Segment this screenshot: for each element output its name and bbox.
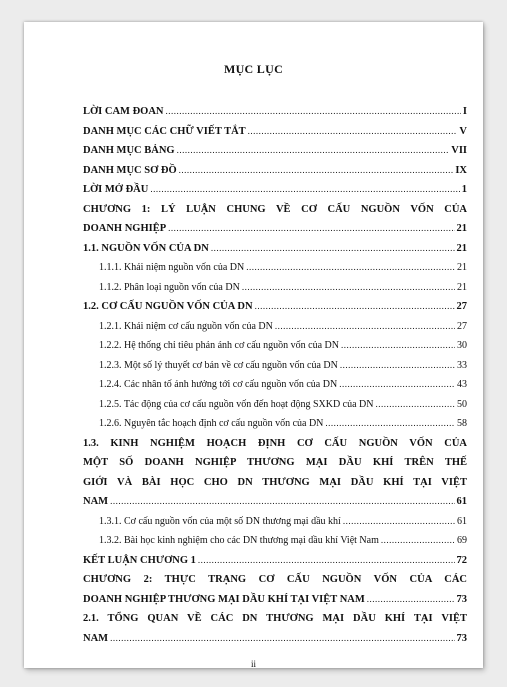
toc-leader-dots xyxy=(110,629,454,649)
toc-entry-title: 1.2. CƠ CẤU NGUỒN VỐN CỦA DN xyxy=(83,301,253,312)
toc-entry-line[interactable]: 1.3. KINH NGHIỆM HOẠCH ĐỊNH CƠ CẤU NGUỒN VỐN CỦA xyxy=(83,437,467,449)
toc-entry-title: DOANH NGHIỆP THƯƠNG MẠI DẦU KHÍ TẠI VIỆT NAM xyxy=(83,593,365,605)
toc-entry[interactable] xyxy=(83,141,467,161)
toc-entry-page: 30 xyxy=(457,340,467,351)
toc-entry-title: 1.3.2. Bài học kinh nghiệm cho các DN thương mại dầu khí Việt Nam xyxy=(99,535,379,546)
toc-entry-line[interactable]: MỘT SỐ DOANH NGHIỆP THƯƠNG MẠI DẦU KHÍ TRÊN THẾ xyxy=(83,457,467,468)
toc-entry-page: 61 xyxy=(456,496,467,507)
page-number: ii xyxy=(250,659,256,669)
toc-entry-line[interactable]: 2.1. TỔNG QUAN VỀ CÁC DN THƯƠNG MẠI DẦU KHÍ TẠI VIỆT xyxy=(83,613,467,624)
toc-entry[interactable] xyxy=(83,551,467,571)
toc-entry[interactable] xyxy=(83,629,467,649)
toc-leader-dots xyxy=(168,219,454,239)
toc-entry-title: 1.2.3. Một số lý thuyết cơ bản về cơ cấu nguồn vốn của DN xyxy=(99,359,338,371)
toc-leader-dots xyxy=(343,512,455,532)
toc-leader-dots xyxy=(150,180,459,200)
table-of-contents xyxy=(83,102,467,648)
toc-entry-title: DANH MỤC CÁC CHỮ VIẾT TẮT xyxy=(83,125,246,137)
toc-entry-page: V xyxy=(459,125,467,137)
toc-entry-line[interactable]: GIỚI VÀ BÀI HỌC CHO DN THƯƠNG MẠI DẦU KHÍ TẠI VIỆT xyxy=(83,476,467,488)
toc-entry[interactable] xyxy=(83,258,467,278)
toc-entry-page: 33 xyxy=(457,359,467,371)
toc-entry[interactable] xyxy=(83,297,467,317)
toc-entry[interactable] xyxy=(83,375,467,395)
toc-entry-title: DANH MỤC BẢNG xyxy=(83,145,175,156)
toc-leader-dots xyxy=(110,492,454,512)
toc-entry[interactable] xyxy=(83,278,467,298)
toc-entry-page: 73 xyxy=(456,593,467,605)
toc-entry-page: 21 xyxy=(457,262,467,273)
toc-entry[interactable] xyxy=(83,395,467,415)
toc-entry[interactable] xyxy=(83,414,467,434)
toc-entry-title: DOANH NGHIỆP xyxy=(83,223,167,234)
toc-entry-title: 1.3.1. Cơ cấu nguồn vốn của một số DN thương mại dầu khí xyxy=(99,515,341,527)
toc-entry[interactable] xyxy=(83,219,467,239)
toc-entry-page: 50 xyxy=(457,398,467,410)
toc-entry-title: NAM xyxy=(83,496,109,507)
toc-entry-title: 1.1.2. Phân loại nguồn vốn của DN xyxy=(99,281,240,293)
toc-entry-title: LỜI CAM ĐOAN xyxy=(83,106,164,117)
toc-entry[interactable] xyxy=(83,356,467,376)
toc-leader-dots xyxy=(166,102,461,122)
toc-entry-page: 43 xyxy=(457,379,467,390)
toc-entry-line[interactable]: CHƯƠNG 1: LÝ LUẬN CHUNG VỀ CƠ CẤU NGUỒN VỐN CỦA xyxy=(83,203,467,215)
toc-leader-dots xyxy=(376,395,456,415)
toc-entry-title: KẾT LUẬN CHƯƠNG 1 xyxy=(83,554,196,566)
toc-entry-title: DANH MỤC SƠ ĐỒ xyxy=(83,164,177,176)
toc-leader-dots xyxy=(381,531,455,551)
toc-leader-dots xyxy=(340,356,455,376)
toc-entry-title: 1.2.5. Tác động của cơ cấu nguồn vốn đến hoạt động SXKD của DN xyxy=(99,398,374,410)
toc-leader-dots xyxy=(198,551,455,571)
toc-leader-dots xyxy=(211,239,455,259)
toc-entry[interactable] xyxy=(83,102,467,122)
toc-entry-page: VII xyxy=(451,145,467,156)
toc-entry-page: 72 xyxy=(456,554,467,566)
toc-leader-dots xyxy=(325,414,455,434)
toc-leader-dots xyxy=(248,122,458,142)
toc-heading: MỤC LỤC xyxy=(223,62,284,76)
toc-entry-page: IX xyxy=(455,164,467,176)
toc-entry-page: 61 xyxy=(457,515,467,527)
toc-entry-page: 27 xyxy=(457,320,467,332)
toc-entry[interactable] xyxy=(83,531,467,551)
toc-entry-page: I xyxy=(462,106,467,117)
toc-leader-dots xyxy=(275,317,455,337)
toc-entry-page: 27 xyxy=(456,301,467,312)
toc-entry-page: 69 xyxy=(457,535,467,546)
toc-entry[interactable] xyxy=(83,336,467,356)
document-page xyxy=(24,22,483,668)
toc-entry[interactable] xyxy=(83,239,467,259)
toc-entry-page: 21 xyxy=(457,281,467,293)
toc-leader-dots xyxy=(179,161,454,181)
toc-leader-dots xyxy=(367,590,455,610)
toc-entry-page: 73 xyxy=(456,632,467,644)
toc-entry[interactable] xyxy=(83,161,467,181)
toc-leader-dots xyxy=(255,297,455,317)
toc-entry-title: LỜI MỞ ĐẦU xyxy=(83,184,149,195)
toc-entry-page: 21 xyxy=(456,223,467,234)
toc-entry-title: NAM xyxy=(83,632,109,644)
toc-leader-dots xyxy=(341,336,455,356)
toc-entry-title: 1.1.1. Khái niệm nguồn vốn của DN xyxy=(99,262,245,273)
toc-leader-dots xyxy=(177,141,450,161)
toc-entry-title: 1.2.6. Nguyên tắc hoạch định cơ cấu nguồn vốn của DN xyxy=(99,418,324,429)
toc-entry[interactable] xyxy=(83,317,467,337)
toc-entry-title: 1.2.1. Khái niệm cơ cấu nguồn vốn của DN xyxy=(99,320,273,332)
toc-entry-title: 1.1. NGUỒN VỐN CỦA DN xyxy=(83,242,209,254)
toc-entry-line[interactable]: CHƯƠNG 2: THỰC TRẠNG CƠ CẤU NGUỒN VỐN CỦA CÁC xyxy=(83,574,467,585)
toc-entry-page: 1 xyxy=(461,184,467,195)
toc-leader-dots xyxy=(242,278,455,298)
toc-entry-title: 1.2.2. Hệ thống chỉ tiêu phản ánh cơ cấu nguồn vốn của DN xyxy=(99,340,339,351)
toc-entry[interactable] xyxy=(83,122,467,142)
toc-entry[interactable] xyxy=(83,180,467,200)
toc-entry[interactable] xyxy=(83,512,467,532)
toc-leader-dots xyxy=(339,375,455,395)
toc-entry-page: 58 xyxy=(457,418,467,429)
toc-entry-page: 21 xyxy=(456,242,467,254)
toc-entry[interactable] xyxy=(83,590,467,610)
toc-entry-title: 1.2.4. Các nhân tố ảnh hưởng tới cơ cấu nguồn vốn của DN xyxy=(99,379,338,390)
toc-leader-dots xyxy=(246,258,455,278)
toc-entry[interactable] xyxy=(83,492,467,512)
